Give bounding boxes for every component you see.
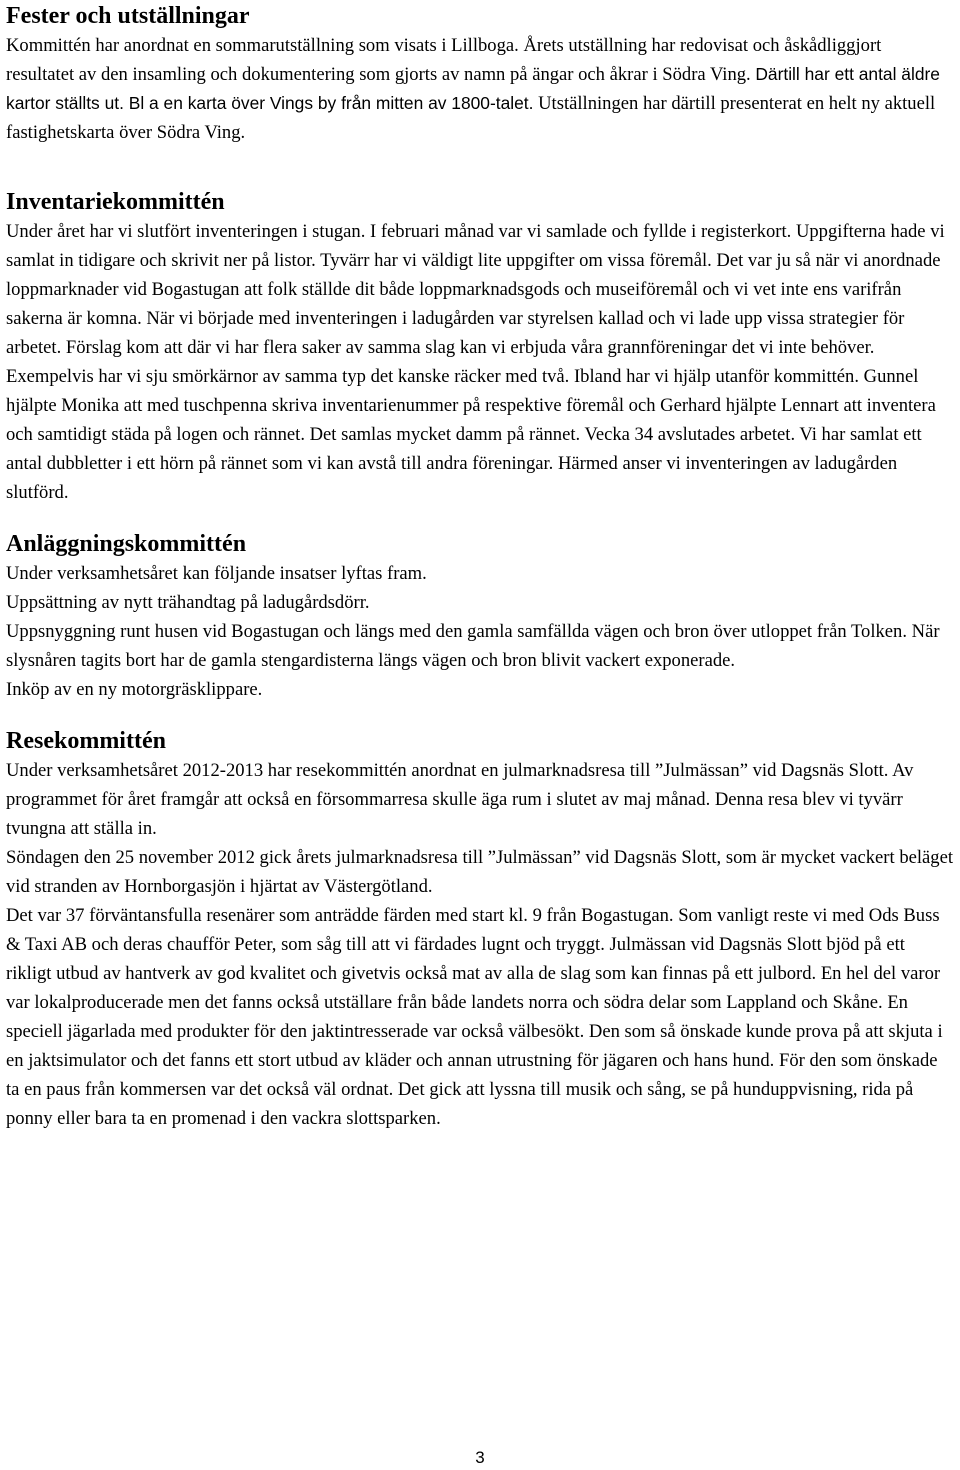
fester-text-1: Kommittén har anordnat en sommarutställning som visats i Lillboga. Årets utställning har redovisat och åskådliggjort resultatet av den insamling och dokumentering som gjorts av namn på ängar och åkrar i Södra Ving. [6, 35, 882, 85]
heading-inventarie: Inventariekommittén [6, 189, 225, 215]
heading-rese: Resekommittén [6, 728, 166, 754]
paragraph-rese [6, 756, 954, 1133]
paragraph-inventarie: Under året har vi slutfört inventeringen i stugan. I februari månad var vi samlade och fyllde i registerkort. Uppgifterna hade vi samlat in tidigare och skrivit ner på listor. Tyvärr har vi väldigt lite uppgifter om vissa föremål. Det var ju så när vi anordnade loppmarknader vid Bogastugan att folk ställde dit både loppmarknadsgods och museiföremål och vi vet inte ens varifrån sakerna är komna. När vi började med inventeringen i ladugården var styrelsen kallad och vi lade upp vissa strategier för arbetet. Förslag kom att där vi har flera saker av samma slag kan vi erbjuda våra grannföreningar det vi inte behöver. Exempelvis har vi sju smörkärnor av samma typ det kanske räcker med två. Ibland har vi hjälp utanför kommittén. Gunnel hjälpte Monika att med tuschpenna skriva inventarienummer på respektive föremål och Gerhard hjälpte Lennart att inventera och samtidigt städa på logen och rännet. Det samlas mycket damm på rännet. Vecka 34 avslutades arbetet. Vi har samlat ett antal dubbletter i ett hörn på rännet som vi kan avstå till andra föreningar. Härmed anser vi inventeringen av ladugården slutförd. [6, 221, 945, 503]
heading-anlaggning: Anläggningskommittén [6, 531, 247, 557]
section-rese [6, 726, 954, 1133]
rese-line-3: Det var 37 förväntansfulla resenärer som anträdde färden med start kl. 9 från Bogastugan. Som vanligt reste vi med Ods Buss & Taxi AB och deras chaufför Peter, som såg till att vi färdades lugnt och tryggt. Julmässan vid Dagsnäs Slott bjöd på ett rikligt utbud av hantverk av god kvalitet och givetvis också mat av alla de slag som kan finnas på ett julbord. En hel del varor var lokalproducerade men det fanns också utställare från både landets norra och södra delar som Lappland och Skåne. En speciell jägarlada med produkter för den jaktintresserade var också välbesökt. Den som så önskade kunde prova på att skjuta i en jaktsimulator och det fanns ett stort utbud av kläder och annan utrustning för jägaren och hans hund. För den som önskade ta en paus från kommersen var det också väl ordnat. Det gick att lyssna till musik och sång, se på hunduppvisning, rida på ponny eller bara ta en promenad i den vackra slottsparken. [6, 905, 943, 1129]
fester-text-3: Utställningen har därtill presenterat en helt ny aktuell fastighetskarta över Södra Ving. [6, 93, 936, 143]
section-fester [6, 0, 954, 147]
section-anlaggning [6, 529, 954, 704]
rese-line-1: Under verksamhetsåret 2012-2013 har resekommittén anordnat en julmarknadsresa till ”Julmässan” vid Dagsnäs Slott. Av programmet för året framgår att också en försommarresa skulle äga rum i slutet av maj månad. Denna resa blev vi tyvärr tvungna att ställa in. [6, 760, 914, 839]
paragraph-anlaggning [6, 559, 954, 704]
paragraph-fester [6, 31, 954, 147]
anlaggning-line-2: Uppsättning av nytt trähandtag på ladugårdsdörr. [6, 592, 370, 613]
fester-text-2: Därtill har ett antal äldre kartor ställts ut. Bl a en karta över Vings by från mitten av 1800-talet. [6, 64, 940, 113]
anlaggning-line-4: Inköp av en ny motorgräsklippare. [6, 679, 263, 700]
anlaggning-line-1: Under verksamhetsåret kan följande insatser lyftas fram. [6, 563, 427, 584]
anlaggning-line-3: Uppsnyggning runt husen vid Bogastugan och längs med den gamla samfällda vägen och bron över utloppet från Tolken. När slysnåren tagits bort har de gamla stengardisterna längs vägen och bron blivit vackert exponerade. [6, 621, 940, 671]
section-inventarie [6, 187, 954, 507]
heading-fester: Fester och utställningar [6, 3, 250, 29]
page-number: 3 [475, 1448, 485, 1467]
rese-line-2: Söndagen den 25 november 2012 gick årets julmarknadsresa till ”Julmässan” vid Dagsnäs Slott, som är mycket vackert beläget vid stranden av Hornborgasjön i hjärtat av Västergötland. [6, 847, 954, 897]
